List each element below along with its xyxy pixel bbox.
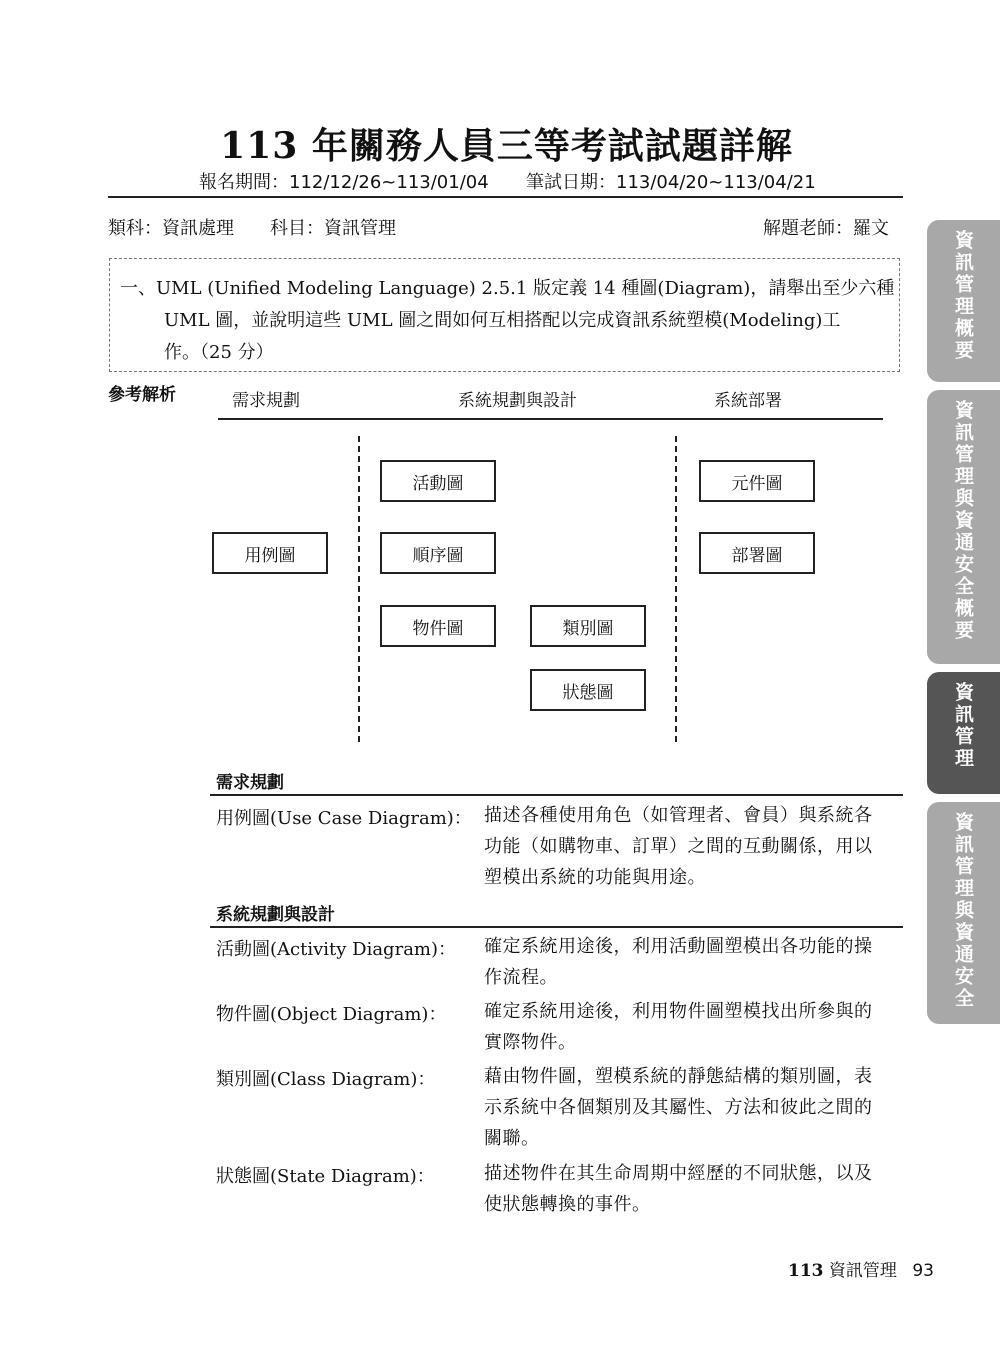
diagram-header-rule [218, 418, 883, 420]
teacher-name: 解題老師：羅文 [763, 218, 889, 239]
section-rule [210, 926, 903, 928]
desc-state [484, 1158, 904, 1220]
page-title: 113 年關務人員三等考試試題詳解 [220, 125, 793, 167]
page-footer [788, 1256, 934, 1281]
box-state: 狀態圖 [530, 669, 646, 711]
footer-book: 113 [788, 1261, 824, 1281]
desc-line: 關聯。 [484, 1128, 540, 1149]
desc-line: 描述物件在其生命周期中經歷的不同狀態，以及 [484, 1163, 873, 1184]
desc-line: 作流程。 [484, 967, 558, 988]
page-number: 93 [912, 1261, 934, 1281]
question-line-2: UML 圖，並說明這些 UML 圖之間如何互相搭配以完成資訊系統塑模(Modeling)工 [164, 310, 841, 331]
exam-date: 筆試日期：113/04/20~113/04/21 [526, 172, 816, 193]
box-deployment: 部署圖 [699, 532, 815, 574]
desc-activity [484, 931, 904, 993]
answer-label: 參考解析 [108, 385, 176, 405]
box-activity: 活動圖 [380, 460, 496, 502]
box-sequence: 順序圖 [380, 532, 496, 574]
box-component: 元件圖 [699, 460, 815, 502]
side-tab-label: 資訊管理 [952, 682, 974, 770]
desc-use-case [484, 800, 904, 893]
desc-line: 塑模出系統的功能與用途。 [484, 867, 706, 888]
desc-line: 描述各種使用角色（如管理者、會員）與系統各 [484, 805, 873, 826]
desc-line: 確定系統用途後，利用物件圖塑模找出所參與的 [484, 1001, 873, 1022]
question-line-1: 一、UML (Unified Modeling Language) 2.5.1 版定義 14 種圖(Diagram)，請舉出至少六種 [120, 278, 895, 299]
desc-line: 示系統中各個類別及其屬性、方法和彼此之間的 [484, 1097, 873, 1118]
term-state: 狀態圖(State Diagram)： [216, 1166, 435, 1187]
divider-left [358, 436, 360, 742]
side-tab-label: 資訊管理與資通安全概要 [952, 400, 974, 642]
header-divider [108, 196, 903, 198]
column-header-deployment: 系統部署 [714, 391, 782, 411]
box-object: 物件圖 [380, 605, 496, 647]
exam-subject: 科目：資訊管理 [270, 218, 396, 239]
registration-period: 報名期間：112/12/26~113/01/04 [199, 172, 489, 193]
box-use-case: 用例圖 [212, 532, 328, 574]
section-heading: 系統規劃與設計 [216, 905, 335, 925]
desc-line: 確定系統用途後，利用活動圖塑模出各功能的操 [484, 936, 873, 957]
side-tab-3-active[interactable] [927, 672, 1000, 794]
desc-line: 藉由物件圖，塑模系統的靜態結構的類別圖，表 [484, 1066, 873, 1087]
term-activity: 活動圖(Activity Diagram)： [216, 939, 457, 960]
desc-line: 使狀態轉換的事件。 [484, 1194, 651, 1215]
divider-right [675, 436, 677, 742]
footer-subject: 資訊管理 [828, 1261, 897, 1281]
column-header-requirements: 需求規劃 [232, 391, 300, 411]
section-rule [210, 794, 903, 796]
desc-line: 功能（如購物車、訂單）之間的互動關係，用以 [484, 836, 873, 857]
section-heading: 需求規劃 [216, 773, 284, 793]
desc-line: 實際物件。 [484, 1032, 577, 1053]
desc-object [484, 996, 904, 1058]
side-tab-1[interactable] [927, 220, 1000, 382]
side-tab-label: 資訊管理概要 [952, 230, 974, 362]
term-object: 物件圖(Object Diagram)： [216, 1004, 447, 1025]
side-tab-4[interactable] [927, 802, 1000, 1024]
term-class: 類別圖(Class Diagram)： [216, 1069, 436, 1090]
side-tab-2[interactable] [927, 390, 1000, 664]
side-tab-label: 資訊管理與資通安全 [952, 812, 974, 1010]
column-header-design: 系統規劃與設計 [458, 391, 577, 411]
exam-category: 類科：資訊處理 [108, 218, 234, 239]
term-use-case: 用例圖(Use Case Diagram)： [216, 808, 472, 829]
question-line-3: 作。（25 分） [164, 342, 274, 363]
desc-class [484, 1061, 904, 1154]
box-class: 類別圖 [530, 605, 646, 647]
